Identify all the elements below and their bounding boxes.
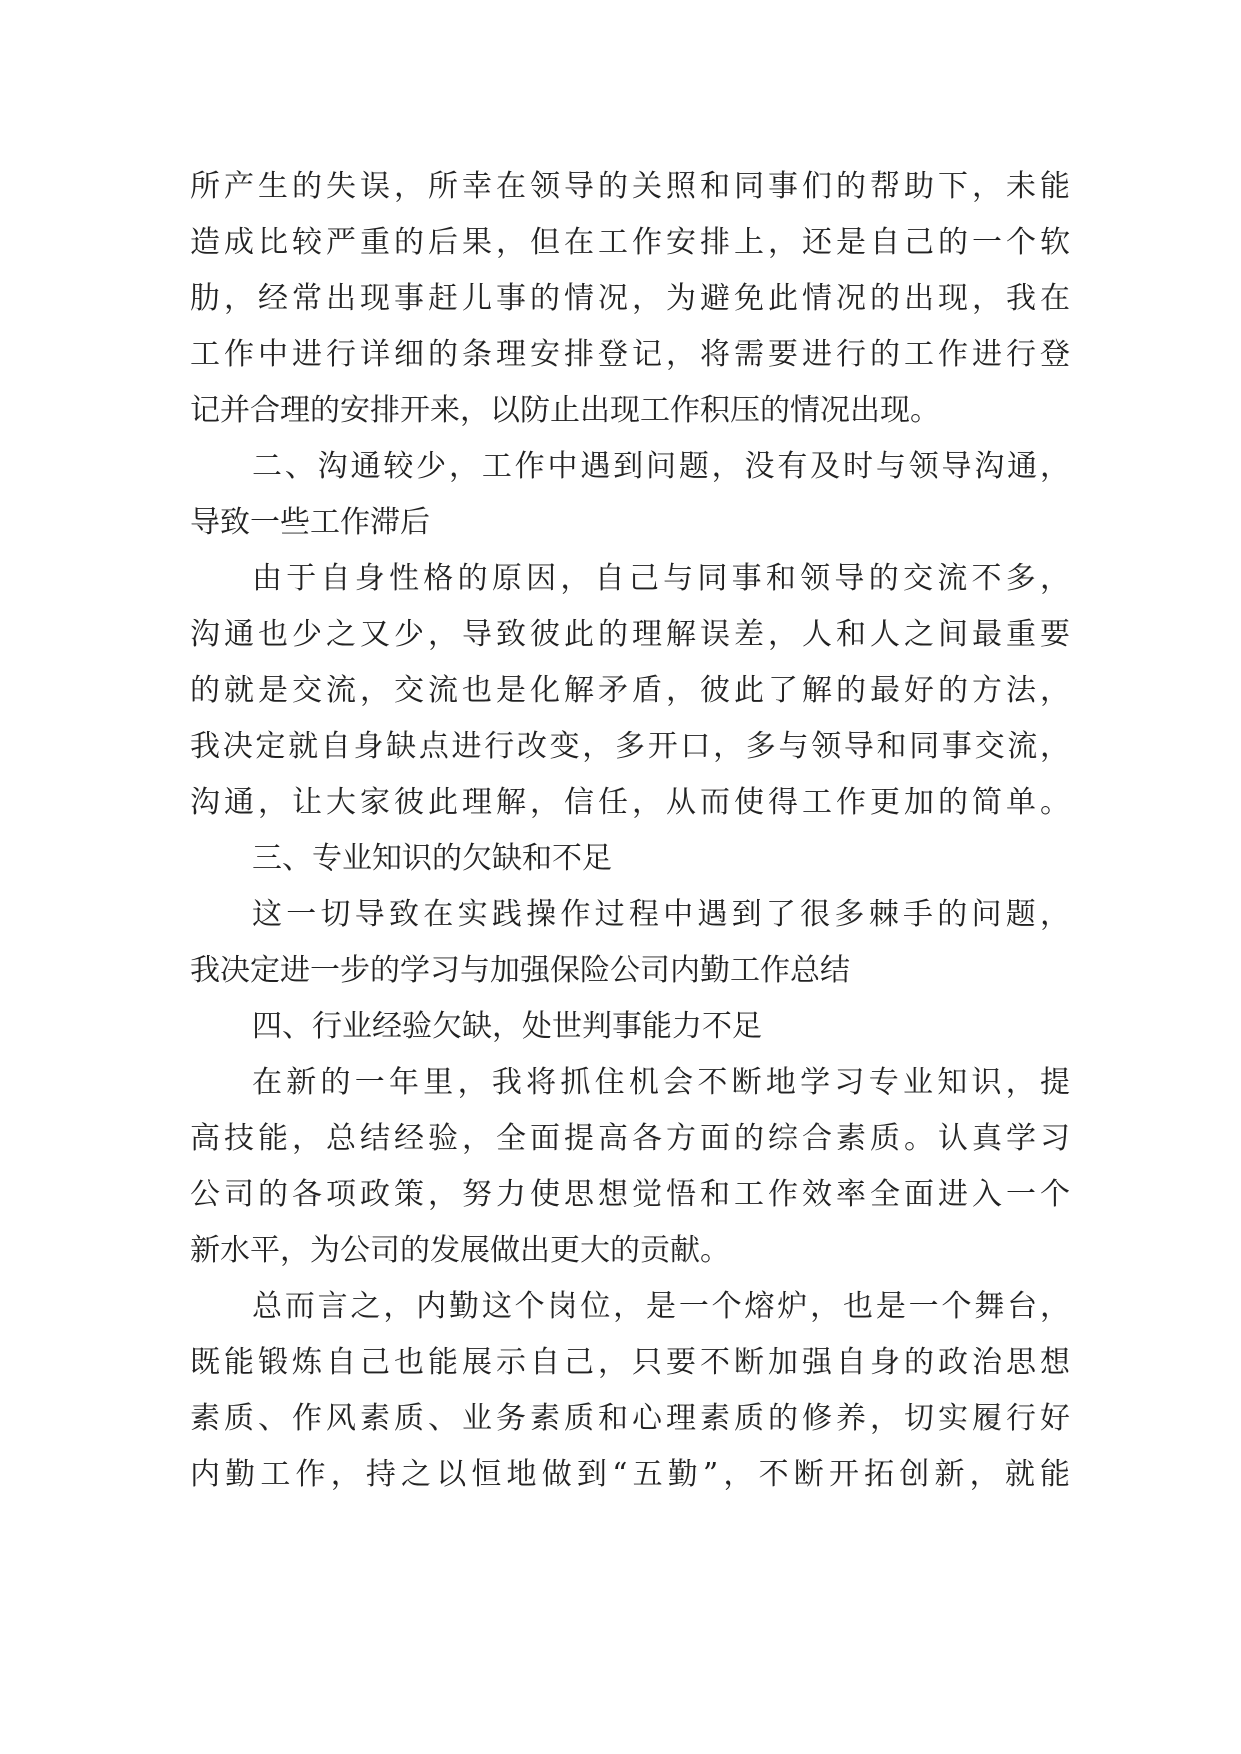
body-text-line: 沟通，让大家彼此理解，信任，从而使得工作更加的简单。 (190, 785, 1070, 820)
section-heading: 三、专业知识的欠缺和不足 (252, 841, 612, 876)
body-text-line: 这一切导致在实践操作过程中遇到了很多棘手的问题， (252, 897, 1070, 932)
body-text-line: 素质、作风素质、业务素质和心理素质的修养，切实履行好 (190, 1401, 1070, 1436)
body-text-line: 既能锻炼自己也能展示自己，只要不断加强自身的政治思想 (190, 1345, 1070, 1380)
body-text-line: 的就是交流，交流也是化解矛盾，彼此了解的最好的方法， (190, 673, 1070, 708)
body-text-line: 新水平，为公司的发展做出更大的贡献。 (190, 1233, 730, 1268)
body-text-line: 肋，经常出现事赶儿事的情况，为避免此情况的出现，我在 (190, 281, 1070, 316)
body-text-line: 所产生的失误，所幸在领导的关照和同事们的帮助下，未能 (190, 169, 1070, 204)
body-text-line: 公司的各项政策，努力使思想觉悟和工作效率全面进入一个 (190, 1177, 1070, 1212)
body-text-line: 内勤工作，持之以恒地做到“五勤”，不断开拓创新，就能 (190, 1457, 1070, 1492)
body-text-line: 我决定进一步的学习与加强保险公司内勤工作总结 (190, 953, 850, 988)
body-text-line: 总而言之，内勤这个岗位，是一个熔炉，也是一个舞台， (252, 1289, 1070, 1324)
body-text-line: 记并合理的安排开来，以防止出现工作积压的情况出现。 (190, 393, 940, 428)
section-heading: 四、行业经验欠缺，处世判事能力不足 (252, 1009, 762, 1044)
body-text-line: 由于自身性格的原因，自己与同事和领导的交流不多， (252, 561, 1070, 596)
body-text-line: 高技能，总结经验，全面提高各方面的综合素质。认真学习 (190, 1121, 1070, 1156)
body-text-line: 沟通也少之又少，导致彼此的理解误差，人和人之间最重要 (190, 617, 1070, 652)
body-text-line: 工作中进行详细的条理安排登记，将需要进行的工作进行登 (190, 337, 1070, 372)
section-heading: 二、沟通较少，工作中遇到问题，没有及时与领导沟通， (252, 449, 1070, 484)
body-text-line: 在新的一年里，我将抓住机会不断地学习专业知识，提 (252, 1065, 1070, 1100)
body-text-line: 造成比较严重的后果，但在工作安排上，还是自己的一个软 (190, 225, 1070, 260)
body-text-line: 我决定就自身缺点进行改变，多开口，多与领导和同事交流， (190, 729, 1070, 764)
section-heading-continued: 导致一些工作滞后 (190, 505, 430, 540)
